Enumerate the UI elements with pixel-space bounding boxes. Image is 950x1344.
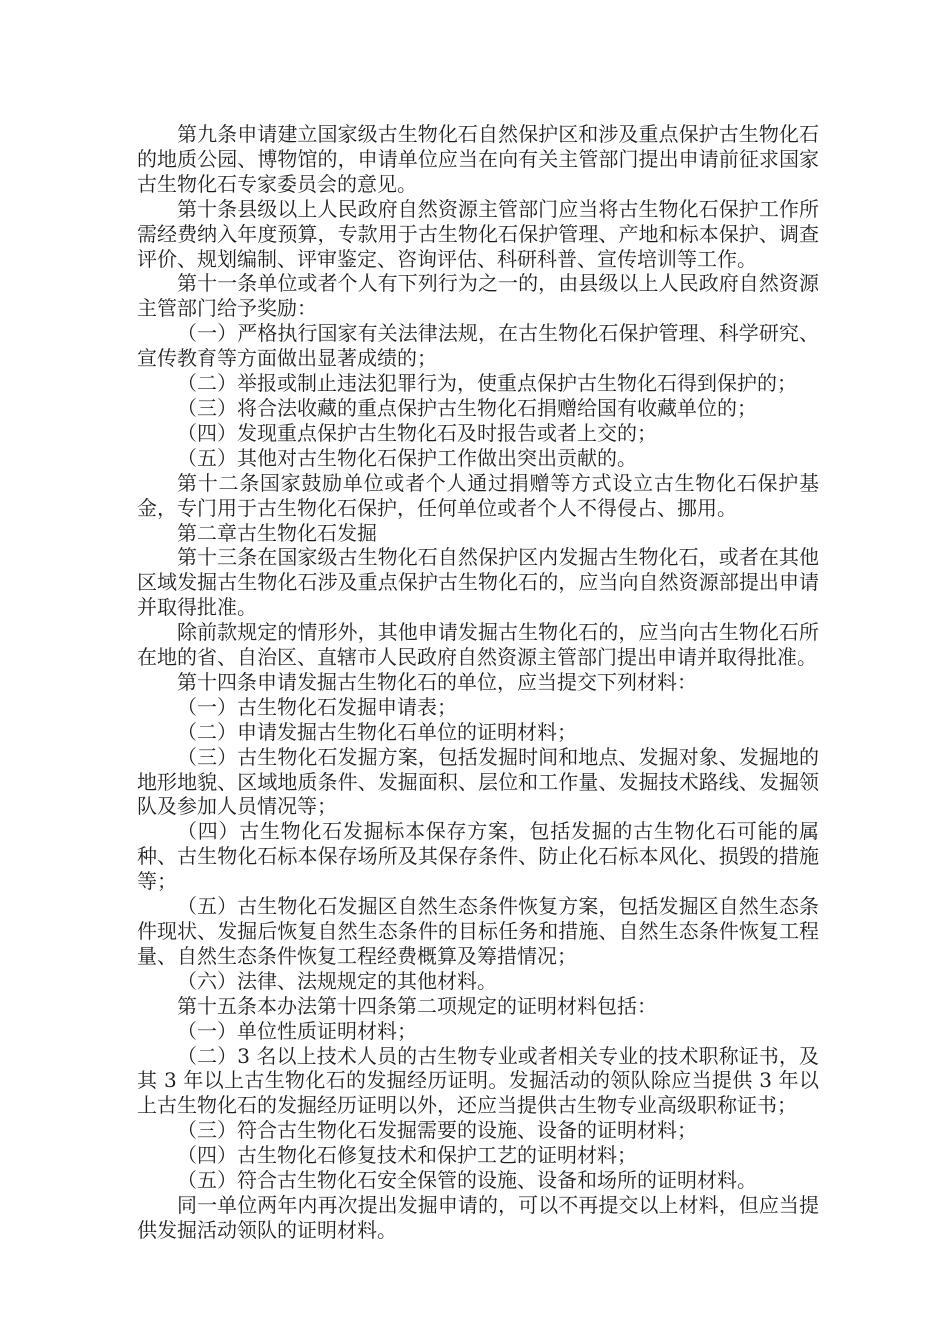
paragraph-article-14: 第十四条申请发掘古生物化石的单位，应当提交下列材料：: [177, 669, 697, 694]
paragraph-article-14-item-1: （一）古生物化石发掘申请表；: [177, 694, 457, 719]
paragraph-article-11: 第十一条单位或者个人有下列行为之一的，由县级以上人民政府自然资源主管部门给予奖励：: [137, 271, 819, 321]
paragraph-article-11-item-1: （一）严格执行国家有关法律法规，在古生物化石保护管理、科学研究、宣传教育等方面做出显著成绩的；: [137, 321, 819, 371]
paragraph-article-13-clause-2: 除前款规定的情形外，其他申请发掘古生物化石的，应当向古生物化石所在地的省、自治区、直辖市人民政府自然资源主管部门提出申请并取得批准。: [137, 620, 819, 670]
paragraph-article-10: 第十条县级以上人民政府自然资源主管部门应当将古生物化石保护工作所需经费纳入年度预算，专款用于古生物化石保护管理、产地和标本保护、调查评价、规划编制、评审鉴定、咨询评估、科研科普、宣传培训等工作。: [137, 196, 819, 271]
paragraph-article-15-item-2: （二）3 名以上技术人员的古生物专业或者相关专业的技术职称证书，及其 3 年以上古生物化石的发掘经历证明。发掘活动的领队除应当提供 3 年以上古生物化石的发掘经历证明以外，还应当提供古生物专业高级职称证书；: [137, 1043, 819, 1118]
paragraph-article-14-item-3: （三）古生物化石发掘方案，包括发掘时间和地点、发掘对象、发掘地的地形地貌、区域地质条件、发掘面积、层位和工作量、发掘技术路线、发掘领队及参加人员情况等；: [137, 744, 819, 819]
paragraph-article-14-item-6: （六）法律、法规规定的其他材料。: [177, 968, 497, 993]
paragraph-article-14-item-5: （五）古生物化石发掘区自然生态条件恢复方案，包括发掘区自然生态条件现状、发掘后恢复自然生态条件的目标任务和措施、自然生态条件恢复工程量、自然生态条件恢复工程经费概算及筹措情况；: [137, 894, 819, 968]
paragraph-article-11-item-4: （四）发现重点保护古生物化石及时报告或者上交的；: [177, 420, 657, 445]
paragraph-article-12: 第十二条国家鼓励单位或者个人通过捐赠等方式设立古生物化石保护基金，专门用于古生物化石保护，任何单位或者个人不得侵占、挪用。: [137, 470, 819, 520]
paragraph-article-15-item-5: （五）符合古生物化石安全保管的设施、设备和场所的证明材料。: [177, 1168, 757, 1193]
document-text-block: [137, 122, 819, 1243]
paragraph-article-9: 第九条申请建立国家级古生物化石自然保护区和涉及重点保护古生物化石的地质公园、博物馆的，申请单位应当在向有关主管部门提出申请前征求国家古生物化石专家委员会的意见。: [137, 122, 819, 196]
paragraph-article-11-item-3: （三）将合法收藏的重点保护古生物化石捐赠给国有收藏单位的；: [177, 395, 757, 420]
paragraph-chapter-2-heading: 第二章古生物化石发掘: [177, 520, 377, 545]
paragraph-article-11-item-5: （五）其他对古生物化石保护工作做出突出贡献的。: [177, 445, 637, 470]
paragraph-article-15-item-4: （四）古生物化石修复技术和保护工艺的证明材料；: [177, 1143, 637, 1168]
paragraph-article-15-item-1: （一）单位性质证明材料；: [177, 1018, 417, 1043]
paragraph-article-14-item-4: （四）古生物化石发掘标本保存方案，包括发掘的古生物化石可能的属种、古生物化石标本保存场所及其保存条件、防止化石标本风化、损毁的措施等；: [137, 819, 819, 894]
paragraph-article-15-clause-2: 同一单位两年内再次提出发掘申请的，可以不再提交以上材料，但应当提供发掘活动领队的证明材料。: [137, 1192, 819, 1242]
paragraph-article-15-item-3: （三）符合古生物化石发掘需要的设施、设备的证明材料；: [177, 1118, 697, 1143]
paragraph-article-11-item-2: （二）举报或制止违法犯罪行为，使重点保护古生物化石得到保护的；: [177, 371, 797, 396]
paragraph-article-14-item-2: （二）申请发掘古生物化石单位的证明材料；: [177, 719, 577, 744]
paragraph-article-15: 第十五条本办法第十四条第二项规定的证明材料包括：: [177, 993, 657, 1018]
paragraph-article-13: 第十三条在国家级古生物化石自然保护区内发掘古生物化石，或者在其他区域发掘古生物化石涉及重点保护古生物化石的，应当向自然资源部提出申请并取得批准。: [137, 545, 819, 620]
